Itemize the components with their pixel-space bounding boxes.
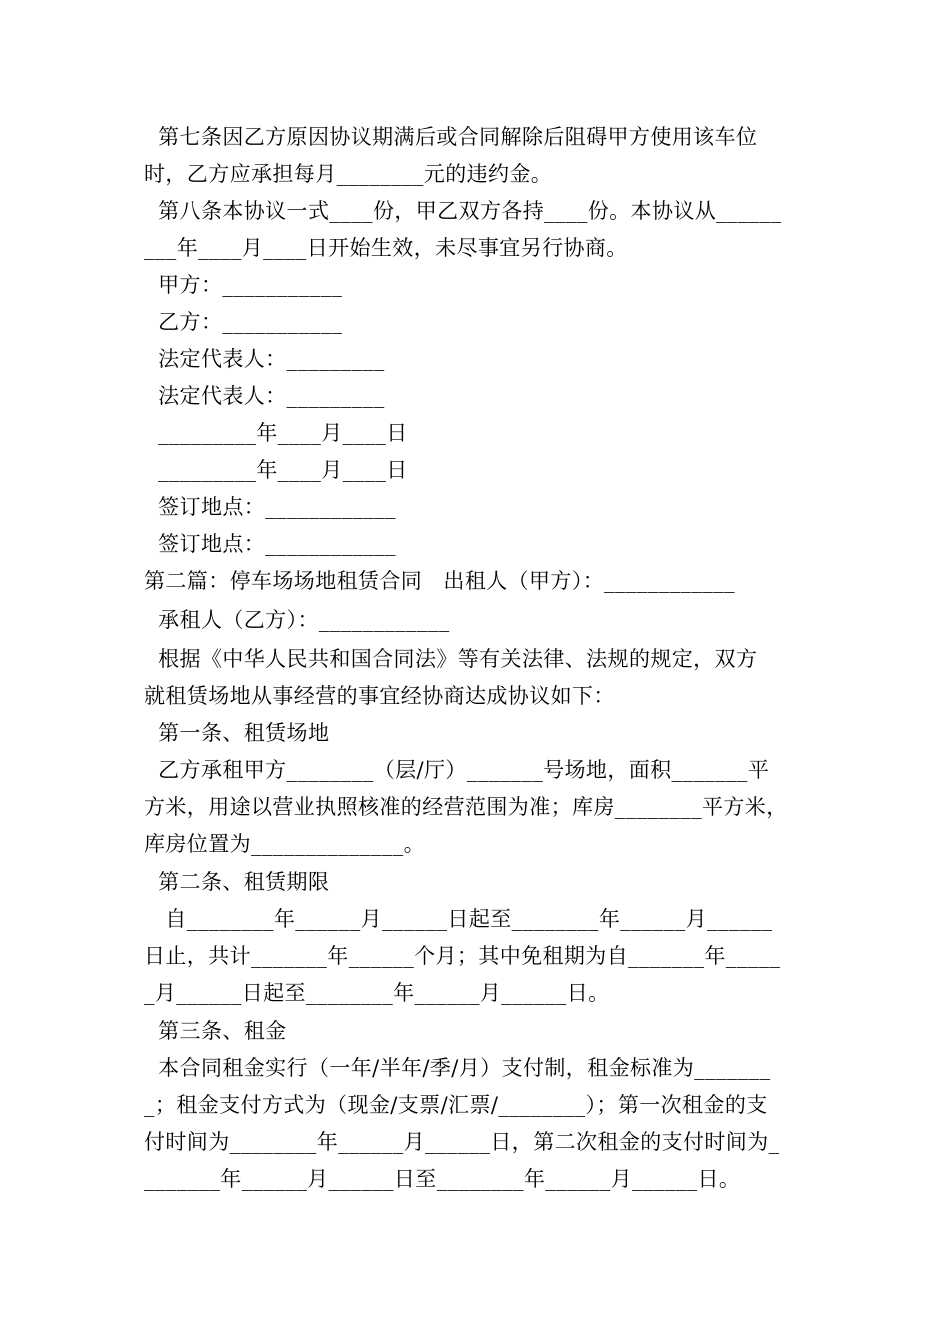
text-line: 根据《中华人民共和国合同法》等有关法律、法规的规定，双方	[144, 647, 758, 671]
text-line: 乙方：___________	[144, 310, 343, 334]
text-line: 签订地点：____________	[144, 495, 396, 519]
text-line: 本合同租金实行（一年/半年/季/月）支付制，租金标准为_______	[144, 1056, 771, 1080]
text-line: 法定代表人：_________	[144, 384, 385, 408]
text-line: 日止，共计_______年______个月；其中免租期为自_______年_____	[144, 944, 781, 968]
text-line: ___年____月____日开始生效，未尽事宜另行协商。	[144, 236, 628, 260]
text-line: 承租人（乙方）：____________	[144, 608, 450, 632]
text-line: 乙方承租甲方________（层/厅）_______号场地，面积_______平	[144, 758, 770, 782]
section-heading: 第二篇：停车场场地租赁合同 出租人（甲方）：____________	[144, 569, 735, 593]
text-line: _；租金支付方式为（现金/支票/汇票/________）；第一次租金的支	[144, 1093, 768, 1117]
text-line: 方米，用途以营业执照核准的经营范围为准；库房________平方米，	[144, 795, 788, 819]
text-line: 就租赁场地从事经营的事宜经协商达成协议如下：	[144, 684, 615, 708]
text-line: 时，乙方应承担每月________元的违约金。	[144, 162, 553, 186]
text-line: 库房位置为______________。	[144, 832, 425, 856]
text-line: 法定代表人：_________	[144, 347, 385, 371]
clause-heading: 第二条、租赁期限	[144, 870, 330, 894]
text-line: 签订地点：____________	[144, 532, 396, 556]
text-line: _________年____月____日	[144, 421, 408, 445]
text-line: 自________年______月______日起至________年______月______	[144, 907, 773, 931]
text-line: _月______日起至________年______月______日。	[144, 981, 610, 1005]
text-line: 第七条因乙方原因协议期满后或合同解除后阻碍甲方使用该车位	[144, 125, 758, 149]
text-line: 付时间为________年______月______日，第二次租金的支付时间为_	[144, 1130, 780, 1154]
text-line: 甲方：___________	[144, 273, 343, 297]
clause-heading: 第一条、租赁场地	[144, 721, 330, 745]
clause-heading: 第三条、租金	[144, 1019, 287, 1043]
text-line: _________年____月____日	[144, 458, 408, 482]
text-line: 第八条本协议一式____份，甲乙双方各持____份。本协议从______	[144, 199, 782, 223]
text-line: _______年______月______日至________年______月______日。	[144, 1167, 741, 1191]
